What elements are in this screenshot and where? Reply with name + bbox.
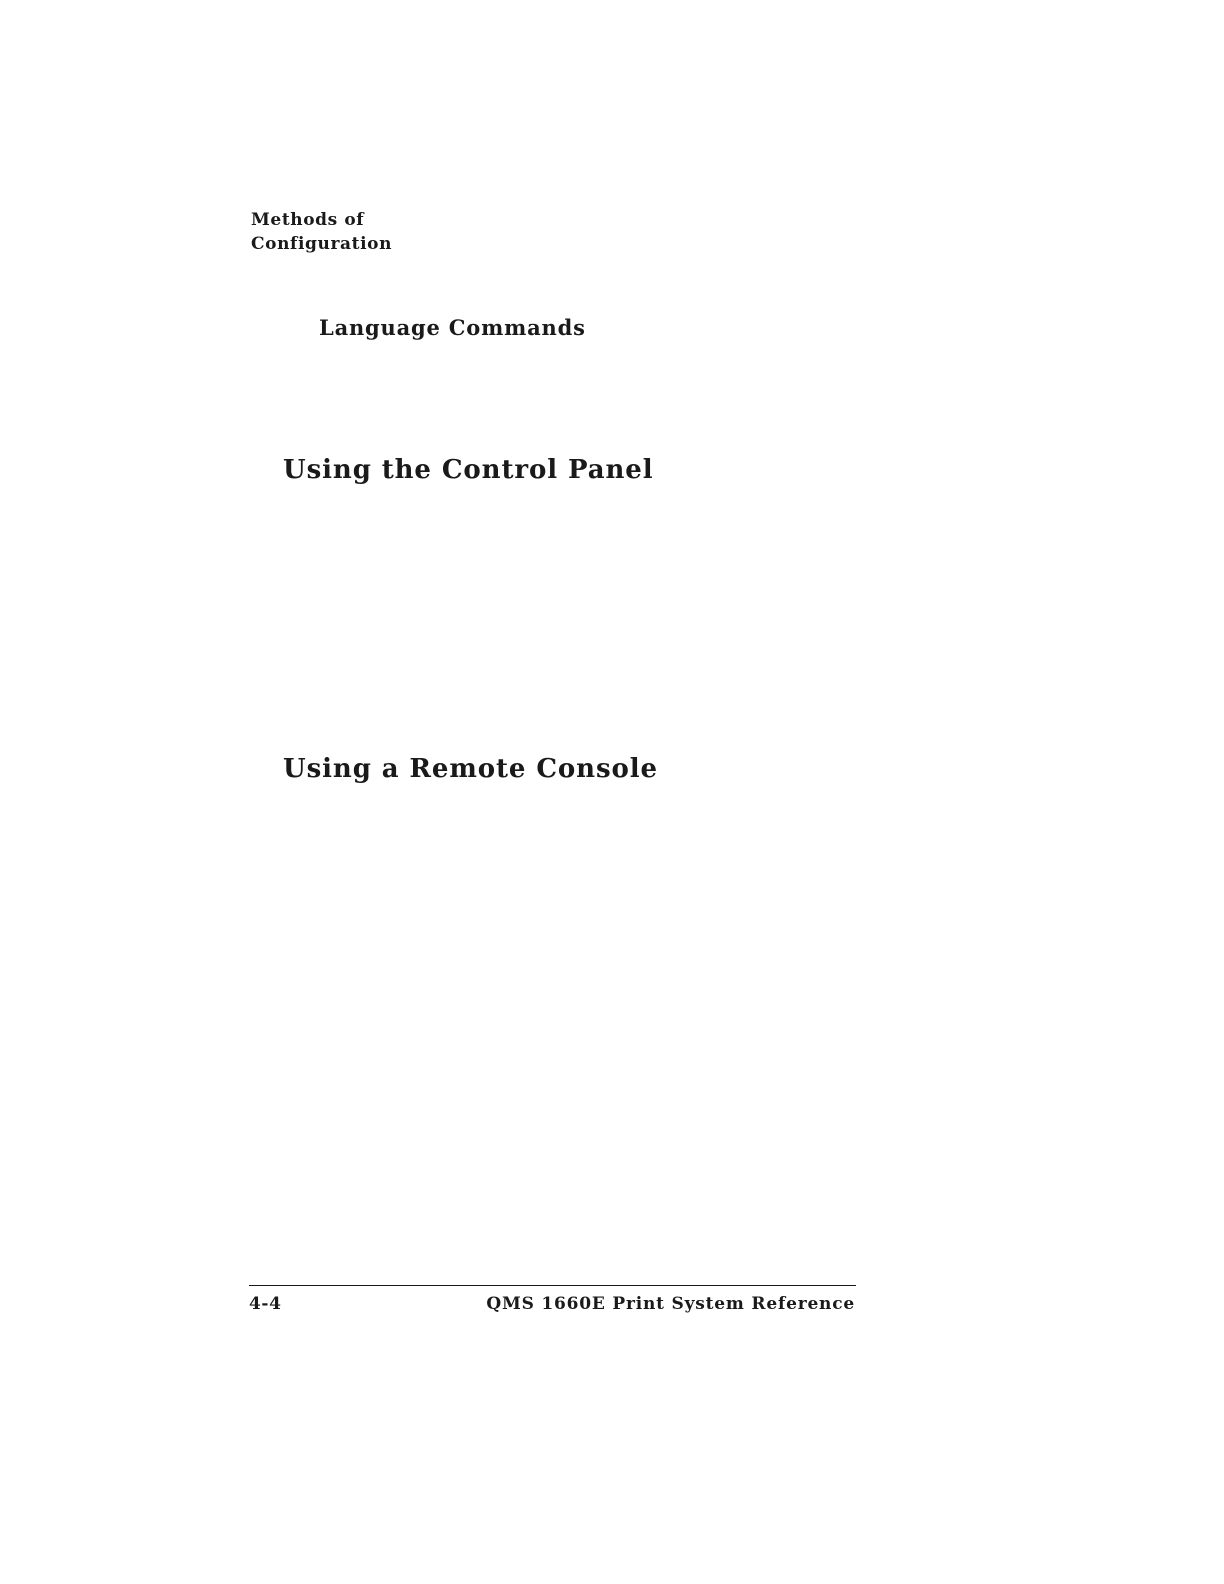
subsection-heading-language-commands: Language Commands xyxy=(319,315,586,340)
footer-divider xyxy=(249,1285,856,1286)
sidebar-heading-line2: Configuration xyxy=(251,234,393,254)
section-heading-control-panel: Using the Control Panel xyxy=(283,455,654,485)
page-number: 4-4 xyxy=(249,1294,282,1314)
footer-document-title: QMS 1660E Print System Reference xyxy=(486,1294,855,1314)
section-heading-remote-console: Using a Remote Console xyxy=(283,754,658,784)
sidebar-heading-line1: Methods of xyxy=(251,210,365,230)
sidebar-heading xyxy=(251,208,392,256)
